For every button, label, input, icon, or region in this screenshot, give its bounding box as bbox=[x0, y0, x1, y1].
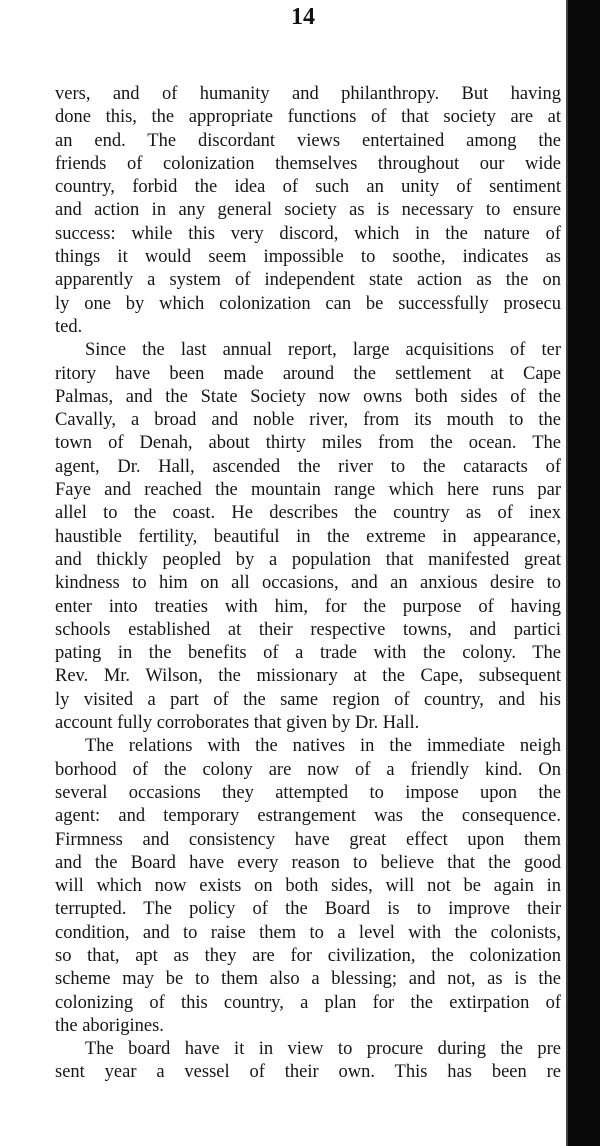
text-line: allel to the coast. He describes the country as of inex bbox=[55, 503, 561, 524]
text-line: Cavally, a broad and noble river, from its mouth to the bbox=[55, 410, 561, 431]
paragraph bbox=[55, 735, 561, 1038]
text-line: country, forbid the idea of such an unity of sentiment bbox=[55, 177, 561, 198]
document-body bbox=[55, 83, 561, 1085]
paragraph bbox=[55, 1038, 561, 1085]
text-line: ritory have been made around the settlement at Cape bbox=[55, 363, 561, 384]
text-line: haustible fertility, beautiful in the extreme in appearance, bbox=[55, 526, 561, 547]
text-line: Palmas, and the State Society now owns both sides of the bbox=[55, 386, 561, 407]
text-line: apparently a system of independent state action as the on bbox=[55, 270, 561, 291]
text-line: success: while this very discord, which in the nature of bbox=[55, 223, 561, 244]
text-line: and thickly peopled by a population that manifested great bbox=[55, 549, 561, 570]
text-line: several occasions they attempted to impose upon the bbox=[55, 782, 561, 803]
text-line: enter into treaties with him, for the purpose of having bbox=[55, 596, 561, 617]
text-line: will which now exists on both sides, will not be again in bbox=[55, 876, 561, 897]
text-line: and action in any general society as is necessary to ensure bbox=[55, 200, 561, 221]
text-line: an end. The discordant views entertained among the bbox=[55, 130, 561, 151]
text-line: account fully corroborates that given by Dr. Hall. bbox=[55, 713, 420, 734]
text-line: ted. bbox=[55, 316, 83, 337]
text-line: done this, the appropriate functions of that society are at bbox=[55, 107, 561, 128]
paragraph bbox=[55, 339, 561, 735]
text-line: ly visited a part of the same region of country, and his bbox=[55, 689, 561, 710]
text-line: The relations with the natives in the immediate neigh bbox=[85, 736, 561, 757]
text-line: Since the last annual report, large acquisitions of ter bbox=[85, 340, 561, 361]
text-line: Rev. Mr. Wilson, the missionary at the Cape, subsequent bbox=[55, 666, 561, 687]
text-line: Firmness and consistency have great effect upon them bbox=[55, 829, 561, 850]
text-line: agent: and temporary estrangement was the consequence. bbox=[55, 806, 561, 827]
text-line: schools established at their respective towns, and partici bbox=[55, 619, 561, 640]
text-line: the aborigines. bbox=[55, 1015, 164, 1036]
text-line: so that, apt as they are for civilization, the colonization bbox=[55, 945, 561, 966]
scan-binding-shadow bbox=[568, 0, 600, 1146]
text-line: The board have it in view to procure during the pre bbox=[85, 1039, 561, 1060]
paragraph bbox=[55, 83, 561, 339]
text-line: town of Denah, about thirty miles from the ocean. The bbox=[55, 433, 561, 454]
text-line: friends of colonization themselves throughout our wide bbox=[55, 153, 561, 174]
text-line: ly one by which colonization can be successfully prosecu bbox=[55, 293, 561, 314]
page-number: 14 bbox=[291, 4, 315, 30]
text-line: things it would seem impossible to soothe, indicates as bbox=[55, 247, 561, 268]
text-line: agent, Dr. Hall, ascended the river to the cataracts of bbox=[55, 456, 561, 477]
text-line: vers, and of humanity and philanthropy. But having bbox=[55, 84, 561, 104]
text-line: sent year a vessel of their own. This has been re bbox=[55, 1062, 561, 1083]
text-line: scheme may be to them also a blessing; and not, as is the bbox=[55, 969, 561, 990]
text-line: borhood of the colony are now of a friendly kind. On bbox=[55, 759, 561, 780]
text-line: condition, and to raise them to a level with the colonists, bbox=[55, 922, 561, 943]
text-line: pating in the benefits of a trade with the colony. The bbox=[55, 643, 561, 664]
text-line: colonizing of this country, a plan for the extirpation of bbox=[55, 992, 561, 1013]
text-line: and the Board have every reason to believe that the good bbox=[55, 852, 561, 873]
text-line: Faye and reached the mountain range which here runs par bbox=[55, 480, 561, 501]
text-line: terrupted. The policy of the Board is to improve their bbox=[55, 899, 561, 920]
text-line: kindness to him on all occasions, and an anxious desire to bbox=[55, 573, 561, 594]
